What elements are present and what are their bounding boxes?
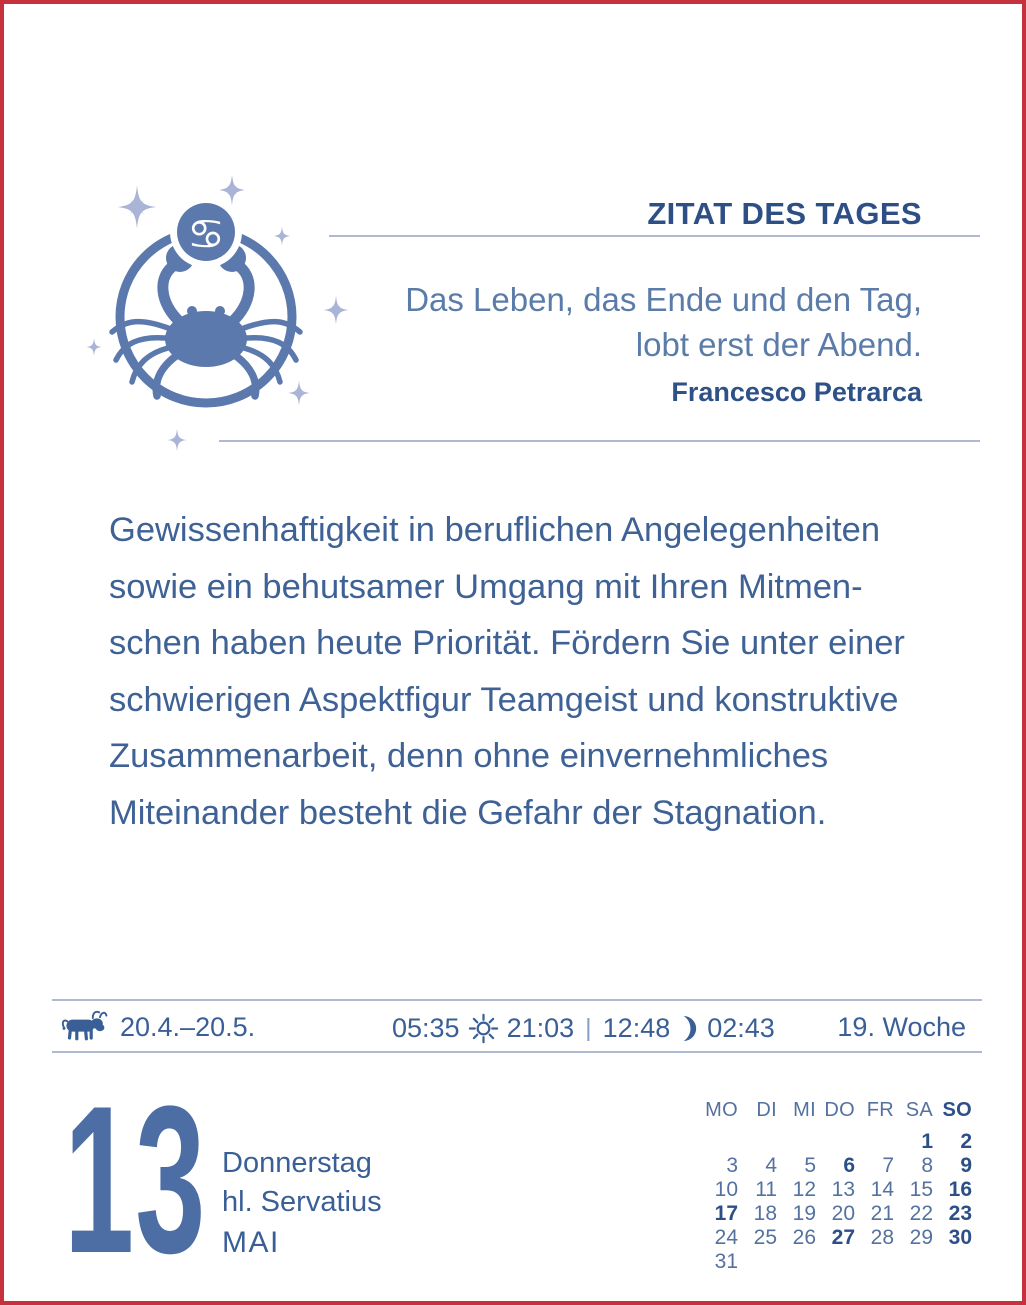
- calendar-day-cell: [740, 1250, 779, 1274]
- horoscope-line: Zusammenarbeit, denn ohne einvernehmliches: [109, 737, 829, 775]
- calendar-day-cell: 16: [948, 1178, 972, 1201]
- calendar-day-cell: [701, 1130, 740, 1154]
- divider-line-bottom: [219, 440, 980, 442]
- calendar-day-cell: [857, 1250, 896, 1274]
- sunset-time: 21:03: [506, 1013, 575, 1043]
- calendar-day-cell: 26: [792, 1226, 816, 1249]
- calendar-day-cell: 30: [948, 1226, 972, 1249]
- calendar-day-cell: 1: [921, 1130, 933, 1153]
- calendar-week-row: [701, 1226, 974, 1250]
- calendar-day-cell: 11: [755, 1178, 777, 1201]
- calendar-day-cell: 23: [948, 1202, 972, 1225]
- calendar-day-cell: 14: [870, 1178, 894, 1201]
- weekday-label: Donnerstag: [222, 1147, 372, 1179]
- calendar-day-cell: 25: [753, 1226, 777, 1249]
- quote-author: Francesco Petrarca: [671, 377, 922, 407]
- cancer-zodiac-illustration: [34, 164, 364, 474]
- calendar-day-cell: [779, 1250, 818, 1274]
- calendar-week-row: [701, 1130, 974, 1154]
- calendar-day-cell: 2: [960, 1130, 972, 1153]
- calendar-header-cell: DI: [756, 1099, 777, 1121]
- taurus-bull-icon: [60, 1008, 108, 1044]
- moon-icon: [677, 1015, 700, 1042]
- time-separator: |: [585, 1014, 592, 1042]
- horoscope-line: schen haben heute Priorität. Fördern Sie unter einer: [109, 624, 905, 662]
- calendar-header-cell: MO: [705, 1099, 738, 1121]
- calendar-header-cell: FR: [866, 1099, 894, 1121]
- moonset-time: 02:43: [707, 1013, 775, 1043]
- calendar-day-cell: 9: [960, 1154, 972, 1177]
- sunrise-time: 05:35: [392, 1013, 460, 1043]
- section-title: ZITAT DES TAGES: [647, 196, 922, 231]
- calendar-day-cell: 5: [804, 1154, 816, 1177]
- zodiac-date-range: 20.4.–20.5.: [120, 1012, 256, 1042]
- calendar-day-cell: [779, 1130, 818, 1154]
- quote-line-2: lobt erst der Abend.: [635, 326, 922, 363]
- horoscope-text: [109, 502, 905, 841]
- calendar-week-row: [701, 1154, 974, 1178]
- month-label: MAI: [222, 1226, 280, 1259]
- calendar-day-cell: 15: [909, 1178, 933, 1201]
- week-number: 19. Woche: [837, 1012, 966, 1042]
- calendar-day-cell: 17: [714, 1202, 738, 1225]
- calendar-day-cell: 19: [792, 1202, 816, 1225]
- calendar-header-cell: SA: [905, 1099, 933, 1121]
- calendar-day-cell: [818, 1130, 857, 1154]
- calendar-day-cell: 20: [831, 1202, 855, 1225]
- info-bar-rule-bottom: [52, 1051, 982, 1053]
- calendar-day-cell: 13: [831, 1178, 855, 1201]
- calendar-week-row: [701, 1202, 974, 1226]
- calendar-day-cell: 8: [921, 1154, 933, 1177]
- info-bar-rule-top: [52, 999, 982, 1001]
- calendar-day-cell: [857, 1130, 896, 1154]
- calendar-day-cell: 31: [714, 1250, 738, 1273]
- moonrise-time: 12:48: [602, 1013, 671, 1043]
- calendar-header-row: [701, 1098, 974, 1130]
- divider-line-top: [329, 235, 980, 237]
- quote-line-1: Das Leben, das Ende und den Tag,: [405, 281, 922, 318]
- calendar-day-cell: 10: [714, 1178, 738, 1201]
- day-number: 13: [64, 1062, 207, 1297]
- sun-icon: [467, 1012, 500, 1045]
- calendar-day-cell: 7: [882, 1154, 894, 1177]
- calendar-header-cell: MI: [793, 1099, 816, 1121]
- horoscope-line: Gewissenhaftigkeit in beruflichen Angelegenheiten: [109, 511, 881, 549]
- calendar-header-cell: DO: [824, 1099, 855, 1121]
- calendar-day-cell: [935, 1250, 974, 1274]
- calendar-day-cell: 24: [714, 1226, 738, 1249]
- horoscope-line: schwierigen Aspektfigur Teamgeist und konstruktive: [109, 680, 899, 719]
- calendar-day-cell: [740, 1130, 779, 1154]
- calendar-day-cell: 22: [909, 1202, 933, 1225]
- horoscope-line: sowie ein behutsamer Umgang mit Ihren Mitmen-: [109, 567, 863, 606]
- calendar-day-cell: 6: [843, 1154, 855, 1177]
- name-day-label: hl. Servatius: [222, 1186, 382, 1218]
- calendar-day-cell: 12: [792, 1178, 816, 1201]
- calendar-day-cell: 18: [753, 1202, 777, 1225]
- calendar-day-cell: 28: [870, 1226, 894, 1249]
- weekday-nameday-block: [222, 1144, 382, 1222]
- cancer-symbol-badge: [170, 196, 242, 268]
- calendar-day-cell: [896, 1250, 935, 1274]
- calendar-header-cell: SO: [942, 1099, 972, 1121]
- cancer-symbol: ♋: [187, 209, 225, 259]
- sun-moon-times: [392, 1012, 775, 1045]
- calendar-day-cell: [818, 1250, 857, 1274]
- calendar-day-cell: 21: [870, 1202, 894, 1225]
- calendar-day-cell: 29: [909, 1226, 933, 1249]
- calendar-week-row: [701, 1250, 974, 1274]
- calendar-day-cell: 3: [726, 1154, 738, 1177]
- calendar-day-cell: 27: [831, 1226, 855, 1249]
- calendar-week-row: [701, 1178, 974, 1202]
- horoscope-line: Miteinander besteht die Gefahr der Stagnation.: [109, 793, 827, 832]
- mini-calendar: [701, 1098, 974, 1274]
- calendar-day-cell: 4: [765, 1154, 777, 1177]
